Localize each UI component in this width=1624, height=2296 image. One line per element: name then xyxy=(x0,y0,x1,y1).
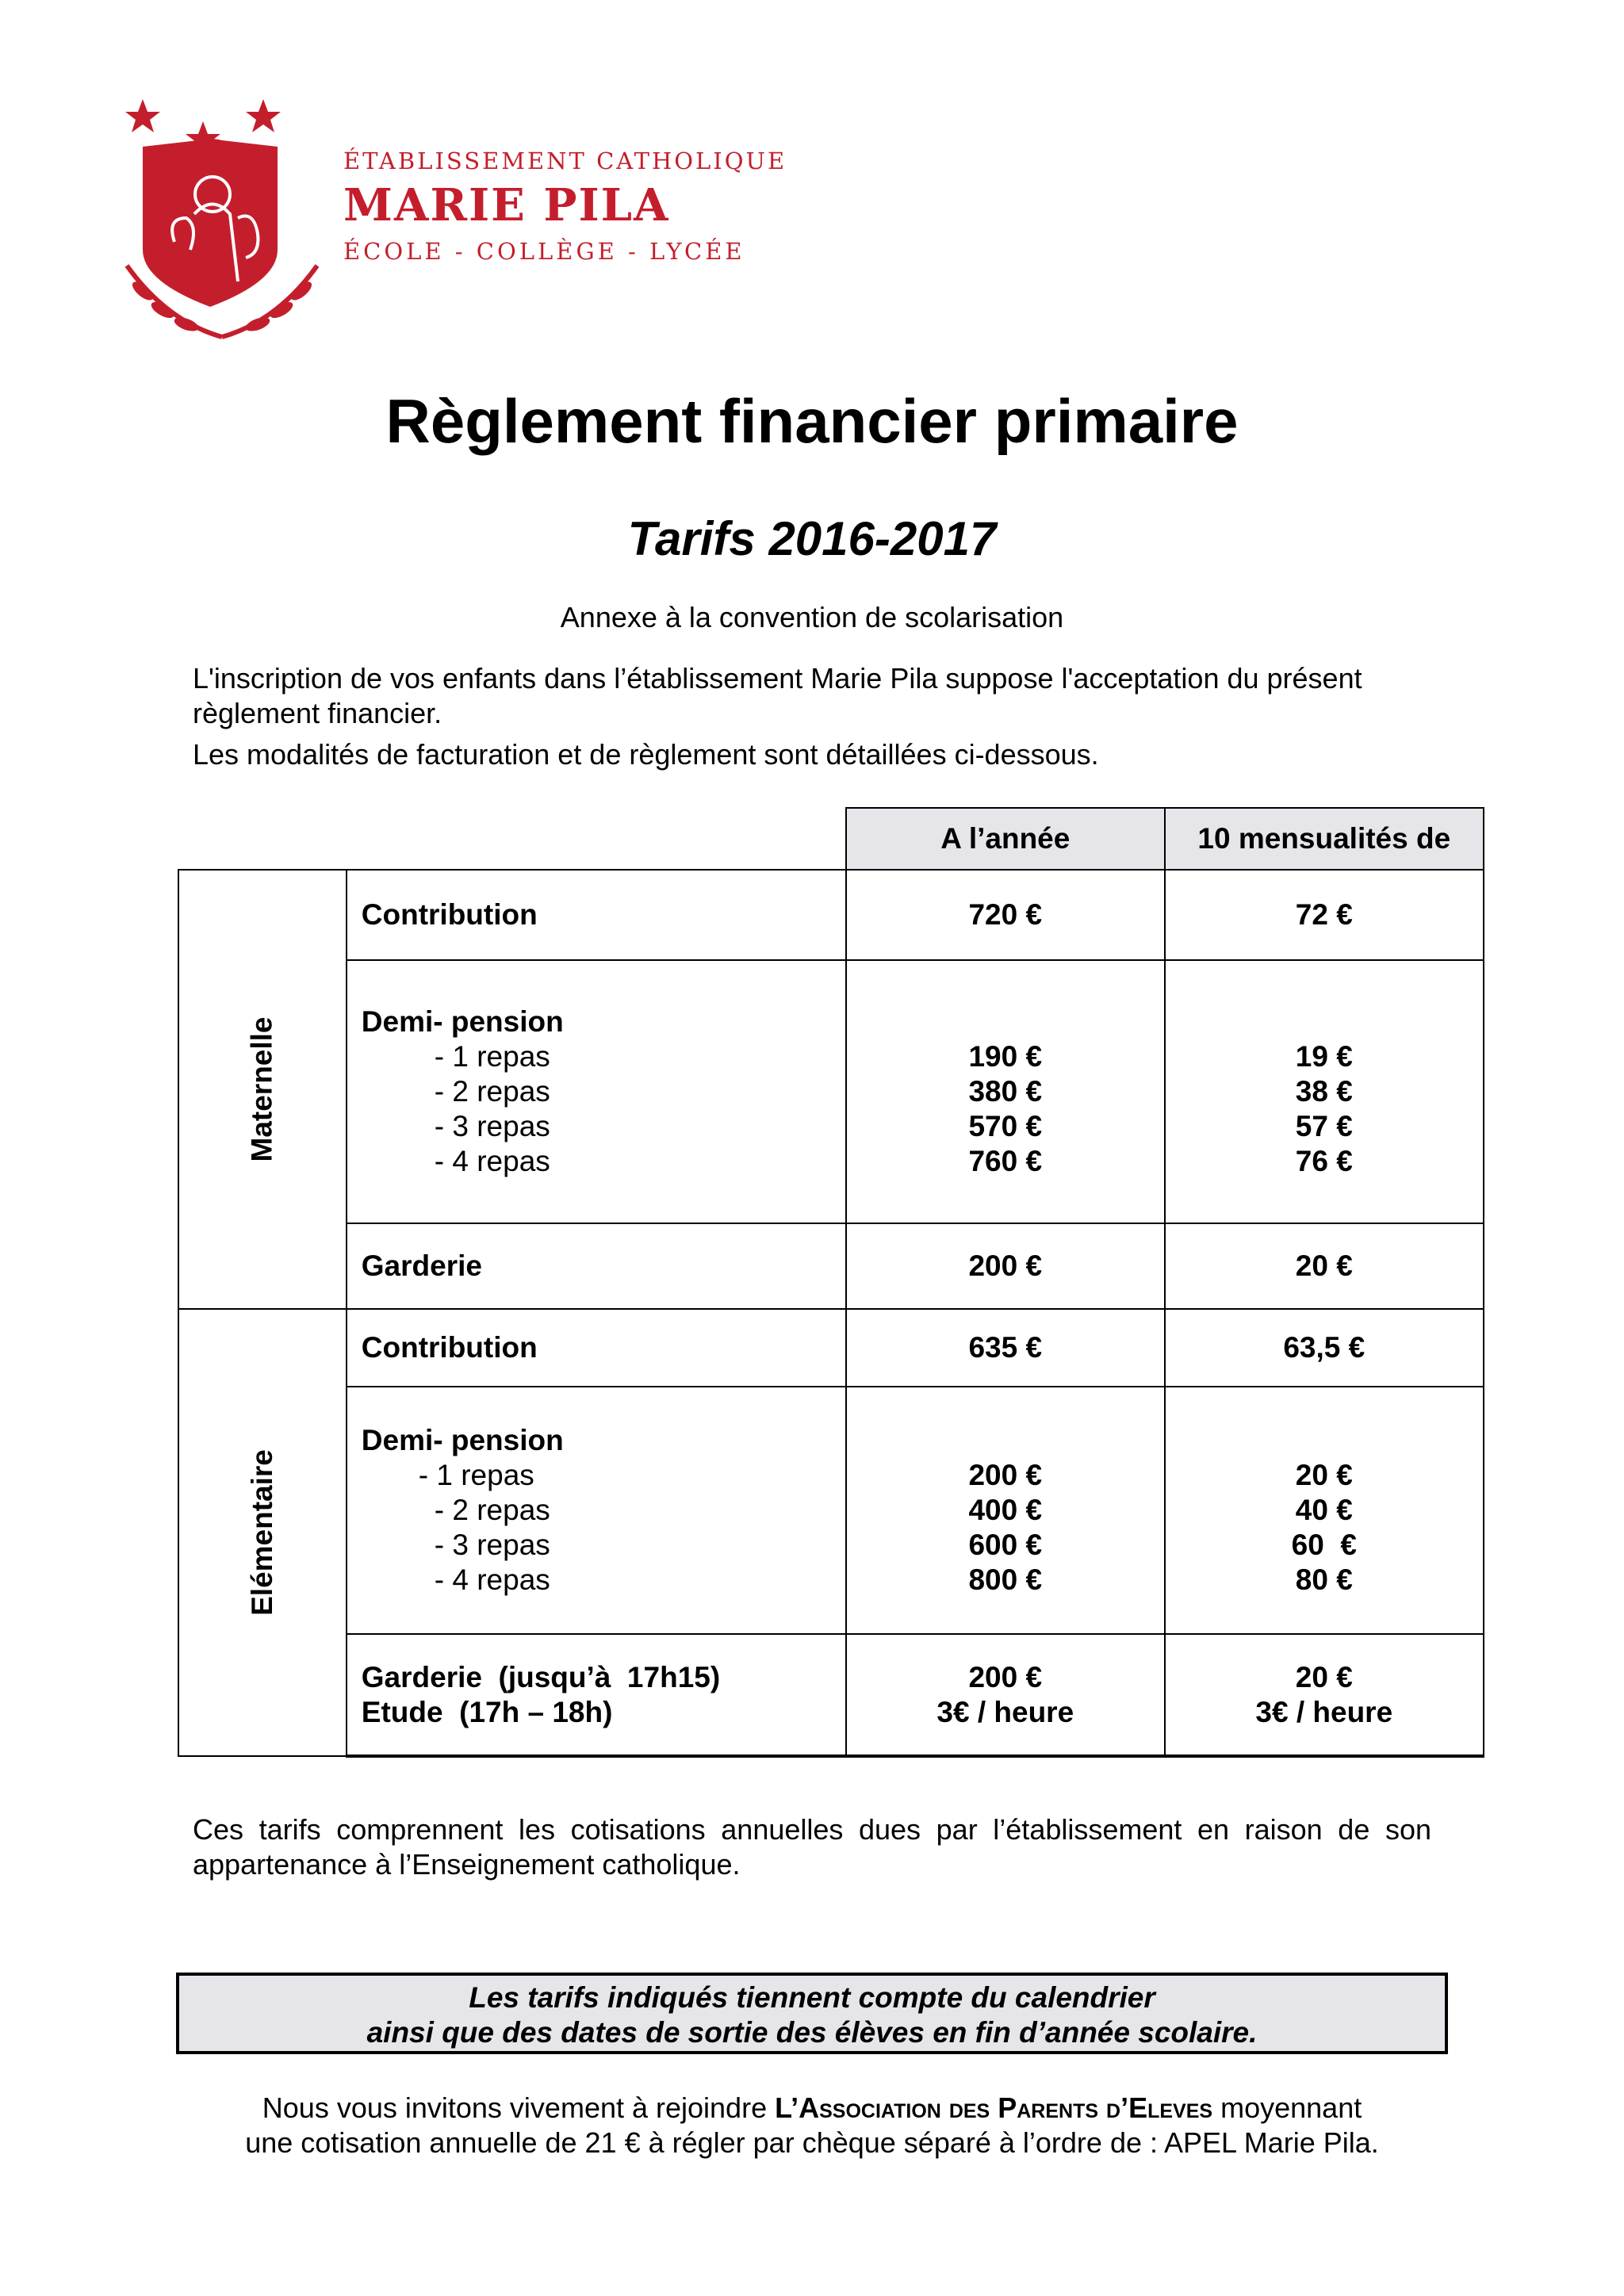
meal-option: - 1 repas xyxy=(418,1459,534,1491)
table-row xyxy=(178,1223,1484,1309)
column-header-monthly: 10 mensualités de xyxy=(1165,808,1484,870)
table-row xyxy=(178,960,1484,1223)
price-year: 200 € xyxy=(846,1223,1165,1309)
row-label: Etude (17h – 18h) xyxy=(361,1695,613,1728)
page-subtitle: Tarifs 2016-2017 xyxy=(627,512,997,565)
price-month: 72 € xyxy=(1165,870,1484,960)
table-row xyxy=(178,1309,1484,1387)
meal-option: - 3 repas xyxy=(434,1110,550,1142)
meal-option: - 4 repas xyxy=(434,1145,550,1177)
calendar-notice-box xyxy=(176,1973,1448,2054)
price-year: 720 € xyxy=(846,870,1165,960)
row-label: Contribution xyxy=(361,1331,538,1364)
table-header-row xyxy=(178,808,1484,870)
intro-text xyxy=(193,661,1438,779)
price-month: 20 € 3€ / heure xyxy=(1165,1634,1484,1756)
notice-line: ainsi que des dates de sortie des élèves en fin d’année scolaire. xyxy=(366,2016,1258,2049)
star-icon xyxy=(246,99,281,132)
price-month: 20 € xyxy=(1165,1223,1484,1309)
price-month: 19 € 38 € 57 € 76 € xyxy=(1165,960,1484,1223)
apel-invitation xyxy=(0,2091,1624,2160)
meal-option: - 1 repas xyxy=(434,1040,550,1073)
row-label: Contribution xyxy=(361,898,538,931)
footer-text: Nous vous invitons vivement à rejoindre xyxy=(262,2091,768,2124)
intro-paragraph: L'inscription de vos enfants dans l’établissement Marie Pila suppose l'acceptation du présent règlement financier. xyxy=(193,662,1362,729)
row-label: Garderie xyxy=(361,1249,482,1282)
annexe-caption: Annexe à la convention de scolarisation xyxy=(560,601,1064,633)
star-icon xyxy=(125,99,160,132)
tariff-table xyxy=(178,807,1484,1758)
school-name-block xyxy=(343,147,787,265)
tariff-note: Ces tarifs comprennent les cotisations annuelles dues par l’établissement en raison de son appartenance à l’Enseignement catholique. xyxy=(193,1813,1431,1881)
intro-paragraph: Les modalités de facturation et de règlement sont détaillées ci-dessous. xyxy=(193,738,1099,771)
meal-option: - 2 repas xyxy=(434,1494,550,1526)
price-year: 200 € 3€ / heure xyxy=(846,1634,1165,1756)
price-month: 63,5 € xyxy=(1165,1309,1484,1387)
footer-text: une cotisation annuelle de 21 € à régler par chèque séparé à l’ordre de : APEL Marie Pila. xyxy=(245,2126,1379,2159)
table-row xyxy=(178,870,1484,960)
association-name: L’Association des Parents d’Eleves xyxy=(775,2091,1213,2124)
price-year: 200 € 400 € 600 € 800 € xyxy=(846,1387,1165,1634)
price-year: 635 € xyxy=(846,1309,1165,1387)
price-year: 190 € 380 € 570 € 760 € xyxy=(846,960,1165,1223)
meal-option: - 2 repas xyxy=(434,1075,550,1108)
school-type: ÉTABLISSEMENT CATHOLIQUE xyxy=(343,147,787,174)
footer-text: moyennant xyxy=(1220,2091,1362,2124)
meal-option: - 3 repas xyxy=(434,1529,550,1561)
row-label: Garderie (jusqu’à 17h15) xyxy=(361,1660,721,1693)
table-row xyxy=(178,1387,1484,1634)
table-row xyxy=(178,1634,1484,1756)
school-name: MARIE PILA xyxy=(343,179,670,232)
school-levels: ÉCOLE - COLLÈGE - LYCÉE xyxy=(343,238,745,265)
section-elementaire: Elémentaire xyxy=(178,1309,347,1756)
notice-line: Les tarifs indiqués tiennent compte du calendrier xyxy=(469,1981,1155,2014)
page-title: Règlement financier primaire xyxy=(385,386,1239,456)
price-month: 20 € 40 € 60 € 80 € xyxy=(1165,1387,1484,1634)
column-header-year: A l’année xyxy=(846,808,1165,870)
section-maternelle: Maternelle xyxy=(178,870,347,1309)
row-label: Demi- pension xyxy=(361,1424,564,1456)
row-label: Demi- pension xyxy=(361,1005,564,1038)
school-crest-logo xyxy=(119,99,325,345)
meal-option: - 4 repas xyxy=(434,1563,550,1596)
